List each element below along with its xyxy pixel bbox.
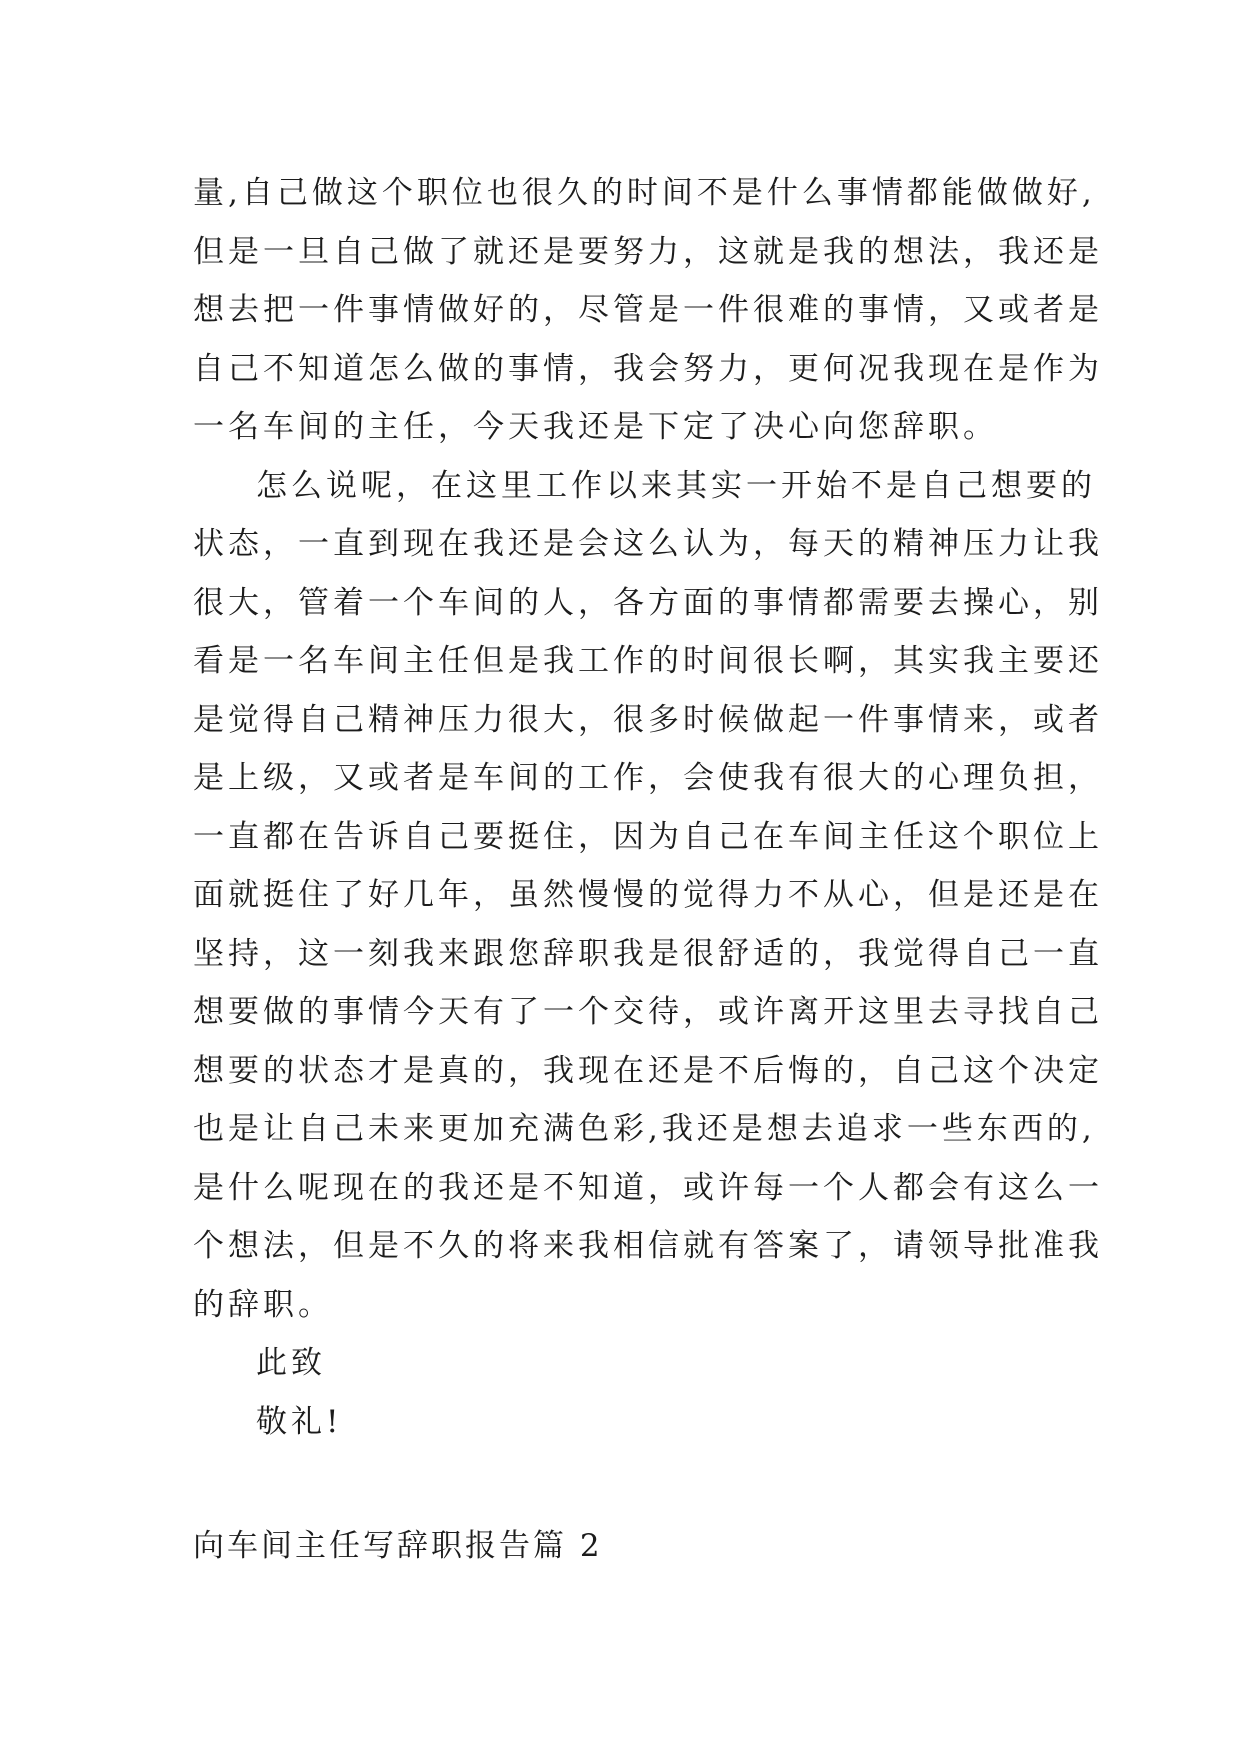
spacer xyxy=(193,1451,1093,1517)
text-line: 是什么呢现在的我还是不知道，或许每一个人都会有这么一 xyxy=(193,1169,1103,1206)
text-line: 个想法，但是不久的将来我相信就有答案了，请领导批准我 xyxy=(193,1228,1103,1264)
text-line: 想要做的事情今天有了一个交待，或许离开这里去寻找自己 xyxy=(193,994,1103,1030)
text-line: 看是一名车间主任但是我工作的时间很长啊，其实我主要还 xyxy=(193,643,1103,679)
text-line: 一名车间的主任，今天我还是下定了决心向您辞职。 xyxy=(193,409,998,445)
text-line: 是上级，又或者是车间的工作，会使我有很大的心理负担， xyxy=(193,760,1103,796)
closing-regards: 敬礼! xyxy=(256,1403,343,1440)
text-line: 量,自己做这个职位也很久的时间不是什么事情都能做做好, xyxy=(193,175,1096,211)
text-line: 想要的状态才是真的，我现在还是不后悔的，自己这个决定 xyxy=(193,1052,1103,1089)
text-line: 想去把一件事情做好的，尽管是一件很难的事情，又或者是 xyxy=(193,292,1103,328)
text-line: 坚持，这一刻我来跟您辞职我是很舒适的，我觉得自己一直 xyxy=(193,935,1103,972)
text-line: 怎么说呢，在这里工作以来其实一开始不是自己想要的 xyxy=(256,467,1096,504)
text-line: 一直都在告诉自己要挺住，因为自己在车间主任这个职位上 xyxy=(193,818,1103,855)
text-line: 也是让自己未来更加充满色彩,我还是想去追求一些东西的, xyxy=(193,1111,1096,1147)
section-heading: 向车间主任写辞职报告篇 2 xyxy=(193,1528,603,1564)
text-line: 很大，管着一个车间的人，各方面的事情都需要去操心，别 xyxy=(193,584,1103,621)
text-line: 状态，一直到现在我还是会这么认为，每天的精神压力让我 xyxy=(193,526,1103,562)
text-line: 但是一旦自己做了就还是要努力，这就是我的想法，我还是 xyxy=(193,233,1103,270)
document-body xyxy=(193,164,1103,1575)
text-line: 自己不知道怎么做的事情，我会努力，更何况我现在是作为 xyxy=(193,350,1103,387)
paragraph-1 xyxy=(193,164,1103,457)
text-line: 面就挺住了好几年，虽然慢慢的觉得力不从心，但是还是在 xyxy=(193,877,1103,913)
closing-salutation: 此致 xyxy=(256,1345,326,1381)
paragraph-2 xyxy=(193,457,1103,1335)
text-line: 是觉得自己精神压力很大，很多时候做起一件事情来，或者 xyxy=(193,701,1103,738)
text-line: 的辞职。 xyxy=(193,1286,333,1323)
